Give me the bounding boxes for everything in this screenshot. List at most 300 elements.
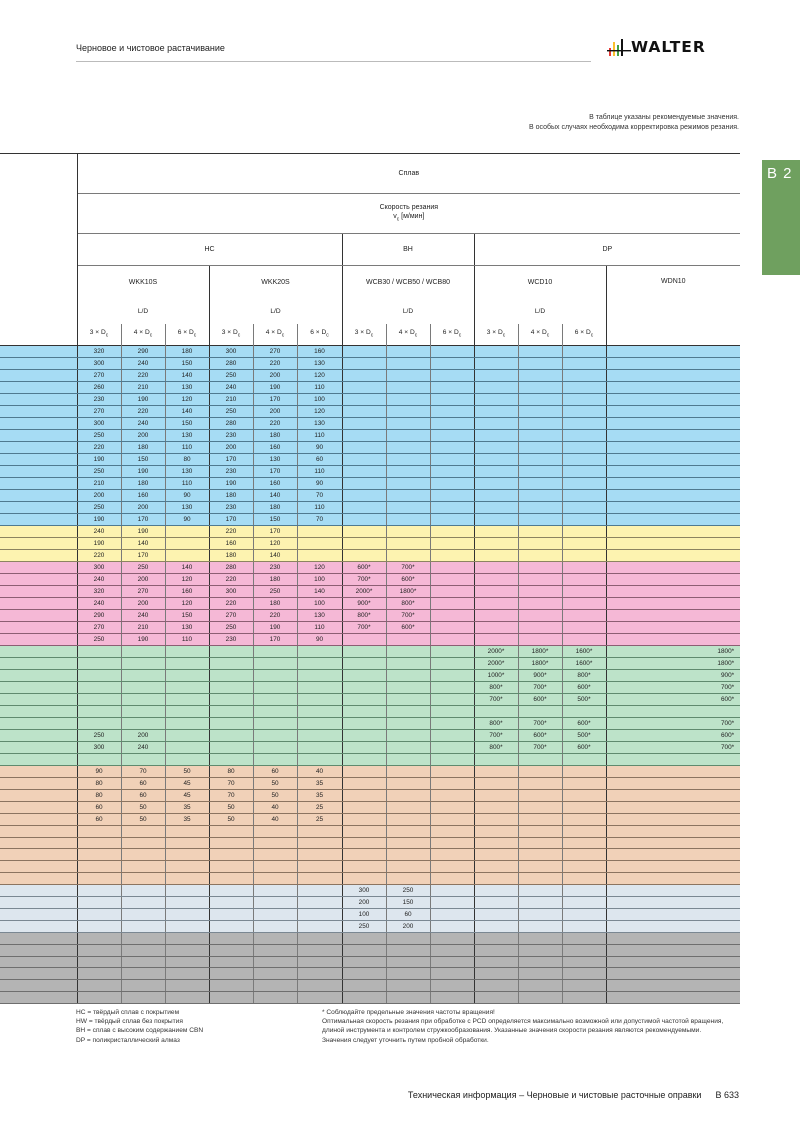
legend-line: BH = сплав с высоким содержанием CBN <box>76 1027 204 1035</box>
table-cell: 320 <box>77 346 121 358</box>
table-cell: 800* <box>474 682 518 694</box>
table-cell <box>430 789 474 801</box>
table-cell <box>430 813 474 825</box>
table-cell <box>518 801 562 813</box>
table-cell: 230 <box>209 502 253 514</box>
table-cell: 25 <box>297 801 342 813</box>
table-cell: 600* <box>386 574 430 586</box>
table-cell: 250 <box>386 884 430 896</box>
table-cell <box>474 920 518 932</box>
table-cell <box>386 406 430 418</box>
table-cell: 110 <box>297 466 342 478</box>
table-cell <box>121 944 165 956</box>
table-cell: 1600* <box>562 646 606 658</box>
table-cell <box>342 370 386 382</box>
table-cell <box>606 418 740 430</box>
table-cell: 130 <box>297 418 342 430</box>
table-cell <box>430 741 474 753</box>
table-cell: 45 <box>165 789 209 801</box>
table-cell: 500* <box>562 694 606 706</box>
table-cell <box>209 920 253 932</box>
table-cell: 2000* <box>474 646 518 658</box>
table-row <box>0 382 740 394</box>
table-cell <box>342 514 386 526</box>
table-cell <box>430 920 474 932</box>
table-cell: 250 <box>77 466 121 478</box>
table-cell: 170 <box>121 514 165 526</box>
table-cell <box>165 753 209 765</box>
table-cell <box>518 358 562 370</box>
table-row <box>0 789 740 801</box>
row-lead-cell <box>0 586 77 598</box>
note-line: В особых случаях необходима корректировка режимов резания. <box>528 124 739 131</box>
table-cell <box>518 777 562 789</box>
table-cell <box>386 813 430 825</box>
group-dp: DP <box>474 234 740 266</box>
table-cell: 50 <box>253 789 297 801</box>
table-cell <box>386 550 430 562</box>
row-lead-cell <box>0 861 77 873</box>
table-cell <box>386 861 430 873</box>
table-cell <box>430 430 474 442</box>
table-cell <box>386 694 430 706</box>
table-cell <box>77 956 121 968</box>
table-cell <box>430 956 474 968</box>
table-cell: 80 <box>77 777 121 789</box>
table-cell <box>474 610 518 622</box>
table-cell: 900* <box>342 598 386 610</box>
table-cell <box>342 694 386 706</box>
row-lead-cell <box>0 430 77 442</box>
table-cell: 200 <box>77 490 121 502</box>
table-cell <box>165 741 209 753</box>
table-cell <box>386 430 430 442</box>
table-cell <box>562 346 606 358</box>
table-cell: 130 <box>297 358 342 370</box>
table-cell <box>430 418 474 430</box>
table-cell <box>209 682 253 694</box>
table-cell <box>474 873 518 885</box>
table-row <box>0 980 740 992</box>
table-cell: 160 <box>209 538 253 550</box>
table-cell: 280 <box>209 358 253 370</box>
table-cell <box>77 670 121 682</box>
table-cell <box>77 884 121 896</box>
note-top <box>529 113 739 133</box>
table-cell: 270 <box>77 370 121 382</box>
table-cell <box>77 932 121 944</box>
table-cell <box>386 968 430 980</box>
table-cell: 800* <box>474 741 518 753</box>
table-cell <box>518 382 562 394</box>
table-cell <box>121 646 165 658</box>
table-cell <box>121 956 165 968</box>
table-cell <box>606 478 740 490</box>
table-cell <box>77 873 121 885</box>
note-line: * Соблюдайте предельные значения частоты вращения! <box>322 1009 495 1016</box>
table-cell <box>430 980 474 992</box>
table-cell <box>606 562 740 574</box>
table-cell <box>474 598 518 610</box>
table-cell: 2000* <box>474 658 518 670</box>
table-cell <box>518 837 562 849</box>
table-cell <box>474 490 518 502</box>
table-cell: 60 <box>121 789 165 801</box>
header-alloy: Сплав <box>77 154 740 194</box>
table-cell <box>209 694 253 706</box>
table-cell <box>474 346 518 358</box>
table-cell <box>562 466 606 478</box>
table-cell: 50 <box>121 801 165 813</box>
table-cell: 270 <box>77 622 121 634</box>
table-cell <box>209 646 253 658</box>
table-cell <box>430 490 474 502</box>
table-cell <box>209 729 253 741</box>
table-cell <box>297 861 342 873</box>
table-cell <box>606 358 740 370</box>
table-cell: 600* <box>386 622 430 634</box>
table-cell <box>253 992 297 1004</box>
table-cell <box>474 418 518 430</box>
table-cell <box>165 694 209 706</box>
table-cell <box>297 526 342 538</box>
table-cell <box>474 550 518 562</box>
table-cell <box>430 442 474 454</box>
table-cell <box>518 932 562 944</box>
table-cell <box>562 896 606 908</box>
table-cell: 220 <box>253 358 297 370</box>
table-cell: 200 <box>253 370 297 382</box>
table-cell <box>386 837 430 849</box>
table-cell <box>518 825 562 837</box>
table-cell: 250 <box>77 502 121 514</box>
row-lead-cell <box>0 992 77 1004</box>
table-cell: 35 <box>165 813 209 825</box>
table-cell <box>386 670 430 682</box>
table-row <box>0 706 740 718</box>
table-cell <box>606 514 740 526</box>
table-cell <box>121 837 165 849</box>
table-cell <box>606 610 740 622</box>
row-lead-cell <box>0 538 77 550</box>
table-cell <box>386 873 430 885</box>
table-cell <box>209 825 253 837</box>
table-cell: 160 <box>253 478 297 490</box>
table-cell <box>297 753 342 765</box>
table-cell <box>430 884 474 896</box>
table-row <box>0 550 740 562</box>
table-cell <box>77 694 121 706</box>
table-cell <box>297 896 342 908</box>
table-cell: 230 <box>209 634 253 646</box>
table-cell: 600* <box>606 694 740 706</box>
row-lead-cell <box>0 896 77 908</box>
table-cell <box>165 550 209 562</box>
table-cell <box>430 717 474 729</box>
table-cell <box>297 873 342 885</box>
table-cell <box>474 932 518 944</box>
table-cell <box>474 992 518 1004</box>
table-cell <box>121 861 165 873</box>
table-cell <box>342 430 386 442</box>
table-cell: 90 <box>165 514 209 526</box>
table-cell: 140 <box>165 370 209 382</box>
table-cell <box>165 968 209 980</box>
table-cell: 220 <box>209 574 253 586</box>
table-cell <box>209 908 253 920</box>
walter-logo <box>607 36 742 60</box>
table-cell <box>518 514 562 526</box>
table-cell <box>430 896 474 908</box>
table-cell: 700* <box>474 694 518 706</box>
table-cell <box>562 454 606 466</box>
table-cell: 700* <box>518 741 562 753</box>
table-cell: 250 <box>209 406 253 418</box>
table-cell <box>562 586 606 598</box>
table-cell <box>342 682 386 694</box>
table-cell <box>297 968 342 980</box>
table-cell <box>430 370 474 382</box>
row-lead-cell <box>0 358 77 370</box>
table-cell: 50 <box>209 813 253 825</box>
table-row <box>0 646 740 658</box>
table-cell: 80 <box>209 765 253 777</box>
table-row <box>0 813 740 825</box>
table-cell <box>297 658 342 670</box>
row-lead-cell <box>0 908 77 920</box>
table-cell <box>121 717 165 729</box>
ld-label: L/D <box>209 300 342 324</box>
table-cell <box>606 932 740 944</box>
ld-column-header: $3 \times D_c$ <box>342 324 386 346</box>
table-cell: 120 <box>297 370 342 382</box>
table-cell <box>165 920 209 932</box>
grade-wcd10: WCD10 <box>474 266 606 300</box>
table-cell: 200 <box>386 920 430 932</box>
table-cell <box>77 658 121 670</box>
table-cell <box>474 514 518 526</box>
table-cell: 300 <box>77 418 121 430</box>
table-cell <box>77 717 121 729</box>
table-cell <box>606 873 740 885</box>
table-cell: 700* <box>386 610 430 622</box>
table-cell <box>430 358 474 370</box>
table-row <box>0 466 740 478</box>
table-cell <box>165 729 209 741</box>
table-cell <box>518 466 562 478</box>
table-cell: 90 <box>297 478 342 490</box>
table-cell <box>342 550 386 562</box>
table-cell: 100 <box>342 908 386 920</box>
table-cell <box>386 753 430 765</box>
table-cell <box>430 622 474 634</box>
table-cell <box>121 920 165 932</box>
table-cell: 130 <box>165 622 209 634</box>
table-cell <box>165 706 209 718</box>
table-cell: 190 <box>253 382 297 394</box>
legend-abbreviations <box>76 1008 203 1045</box>
table-cell <box>430 825 474 837</box>
table-cell <box>518 884 562 896</box>
table-cell <box>562 430 606 442</box>
table-cell <box>342 406 386 418</box>
table-cell: 120 <box>297 562 342 574</box>
table-cell: 220 <box>77 550 121 562</box>
table-cell: 50 <box>253 777 297 789</box>
table-cell <box>209 932 253 944</box>
table-cell: 150 <box>386 896 430 908</box>
table-row <box>0 358 740 370</box>
table-cell: 240 <box>77 574 121 586</box>
table-cell <box>562 837 606 849</box>
row-lead-cell <box>0 442 77 454</box>
table-cell <box>386 478 430 490</box>
table-cell <box>209 861 253 873</box>
table-cell <box>562 394 606 406</box>
table-cell <box>342 346 386 358</box>
table-cell <box>430 849 474 861</box>
table-cell <box>430 729 474 741</box>
table-cell: 280 <box>209 418 253 430</box>
table-cell: 150 <box>253 514 297 526</box>
table-cell <box>518 586 562 598</box>
table-cell <box>297 538 342 550</box>
table-cell <box>386 526 430 538</box>
table-cell <box>474 370 518 382</box>
legend-line: HW = твёрдый сплав без покрытия <box>76 1018 183 1026</box>
table-cell <box>297 741 342 753</box>
table-cell <box>77 861 121 873</box>
table-cell <box>342 825 386 837</box>
row-lead-cell <box>0 622 77 634</box>
row-lead-cell <box>0 454 77 466</box>
table-row <box>0 406 740 418</box>
table-cell <box>518 956 562 968</box>
table-cell <box>342 706 386 718</box>
table-cell <box>342 717 386 729</box>
table-cell: 160 <box>165 586 209 598</box>
table-cell <box>165 992 209 1004</box>
table-cell <box>430 646 474 658</box>
row-lead-cell <box>0 873 77 885</box>
table-cell: 800* <box>386 598 430 610</box>
table-cell <box>562 992 606 1004</box>
table-cell <box>209 956 253 968</box>
row-lead-cell <box>0 598 77 610</box>
table-cell <box>518 370 562 382</box>
table-cell <box>165 526 209 538</box>
table-cell: 130 <box>165 502 209 514</box>
table-cell <box>606 706 740 718</box>
table-cell <box>430 550 474 562</box>
table-cell: 280 <box>209 562 253 574</box>
table-cell <box>121 825 165 837</box>
table-cell <box>474 538 518 550</box>
table-cell <box>606 454 740 466</box>
table-cell <box>606 837 740 849</box>
table-cell <box>606 622 740 634</box>
table-cell <box>562 358 606 370</box>
table-cell <box>562 478 606 490</box>
table-cell <box>342 502 386 514</box>
row-lead-cell <box>0 956 77 968</box>
table-cell: 250 <box>209 370 253 382</box>
table-row <box>0 741 740 753</box>
table-cell <box>342 741 386 753</box>
table-cell <box>562 968 606 980</box>
table-cell <box>518 442 562 454</box>
table-cell: 180 <box>209 550 253 562</box>
table-row <box>0 394 740 406</box>
table-cell <box>77 682 121 694</box>
table-cell <box>606 586 740 598</box>
table-cell: 600* <box>562 717 606 729</box>
table-cell <box>606 908 740 920</box>
legend-line: HC = твёрдый сплав с покрытием <box>76 1009 180 1016</box>
table-cell <box>518 920 562 932</box>
table-cell <box>430 598 474 610</box>
table-cell: 100 <box>297 598 342 610</box>
table-cell <box>474 944 518 956</box>
table-cell <box>562 634 606 646</box>
table-row <box>0 430 740 442</box>
table-cell <box>562 813 606 825</box>
cutting-data-table <box>0 153 740 1004</box>
table-row <box>0 346 740 358</box>
table-cell <box>386 646 430 658</box>
speed-unit: $v_c$ [м/мин] <box>393 212 425 223</box>
table-cell <box>562 550 606 562</box>
table-cell <box>342 992 386 1004</box>
table-cell <box>121 908 165 920</box>
table-cell <box>474 502 518 514</box>
table-cell <box>474 382 518 394</box>
table-cell <box>253 837 297 849</box>
table-cell: 130 <box>253 454 297 466</box>
table-row <box>0 896 740 908</box>
table-cell <box>562 442 606 454</box>
table-row <box>0 442 740 454</box>
table-cell <box>253 932 297 944</box>
table-cell <box>165 717 209 729</box>
table-cell: 1800* <box>606 646 740 658</box>
table-cell: 120 <box>165 598 209 610</box>
table-cell: 700* <box>606 717 740 729</box>
table-row <box>0 574 740 586</box>
table-cell <box>386 729 430 741</box>
table-cell: 700* <box>342 622 386 634</box>
table-cell: 270 <box>209 610 253 622</box>
table-cell: 300 <box>77 358 121 370</box>
table-cell: 110 <box>297 430 342 442</box>
table-cell <box>430 406 474 418</box>
table-cell: 35 <box>165 801 209 813</box>
table-cell <box>209 658 253 670</box>
table-cell <box>430 658 474 670</box>
table-cell <box>342 358 386 370</box>
table-cell <box>430 694 474 706</box>
row-lead-cell <box>0 526 77 538</box>
table-cell <box>209 849 253 861</box>
row-lead-cell <box>0 825 77 837</box>
logo-bars-icon <box>607 36 631 60</box>
table-cell <box>430 610 474 622</box>
table-cell <box>253 646 297 658</box>
table-cell <box>518 753 562 765</box>
table-cell: 170 <box>121 550 165 562</box>
table-cell: 240 <box>77 526 121 538</box>
table-cell: 250 <box>77 634 121 646</box>
